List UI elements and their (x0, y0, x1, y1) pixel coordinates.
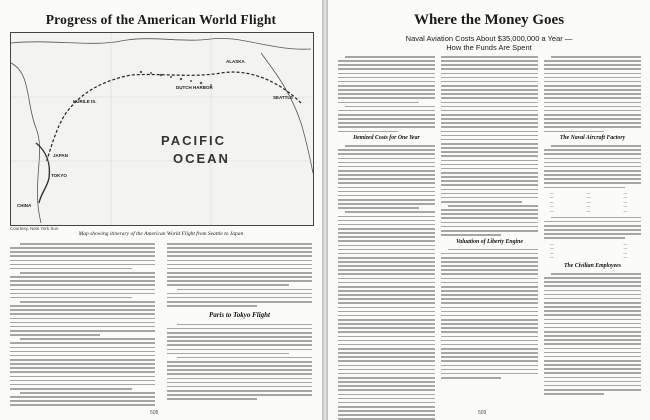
heading-itemized-costs: Itemized Costs for One Year (353, 135, 420, 142)
left-page-column-2 (167, 243, 312, 402)
flight-map (10, 32, 314, 226)
map-label-tokyo: TOKYO (51, 173, 67, 178)
map-label-seattle: SEATTLE (273, 95, 294, 100)
heading-civilian-employees: The Civilian Employees (564, 263, 621, 270)
map-ocean-label-pacific: PACIFIC (161, 133, 227, 148)
map-drawing (11, 33, 313, 225)
right-page-column-3 (544, 56, 641, 397)
map-label-china: CHINA (17, 203, 32, 208)
map-label-alaska: ALASKA (226, 59, 245, 64)
left-page (0, 0, 322, 420)
right-page-column-1 (338, 56, 435, 420)
section-heading-paris-tokyo: Paris to Tokyo Flight (208, 310, 270, 319)
left-page-title: Progress of the American World Flight (45, 12, 277, 27)
map-label-japan: JAPAN (53, 153, 68, 158)
right-page-number: 509 (478, 410, 487, 416)
heading-naval-aircraft-factory: The Naval Aircraft Factory (559, 135, 626, 142)
map-label-dutch-harbor: DUTCH HARBOR (176, 85, 213, 90)
left-page-number: 508 (150, 410, 159, 416)
right-page-column-2 (441, 56, 538, 381)
right-page-title: Where the Money Goes (413, 12, 565, 28)
heading-liberty-engine: Valuation of Liberty Engine (456, 238, 523, 245)
right-page-subtitle-line1: Naval Aviation Costs About $35,000,000 a Year — (405, 34, 573, 43)
planes-figures-table: — — — — — — — — (549, 241, 628, 260)
right-page-subtitle-line2: How the Funds Are Spent (446, 43, 532, 52)
map-label-kurile: KURILE IS. (73, 99, 97, 104)
map-courtesy: Courtesy, New York Sun (10, 226, 59, 231)
factory-figures-table: — — — — — — — — — — — — — — — (549, 190, 628, 213)
right-page (328, 0, 650, 420)
map-caption: Map showing itinerary of the American World Flight from Seattle to Japan (78, 231, 244, 237)
map-ocean-label-ocean: OCEAN (173, 151, 230, 166)
left-page-column-1 (10, 243, 155, 409)
